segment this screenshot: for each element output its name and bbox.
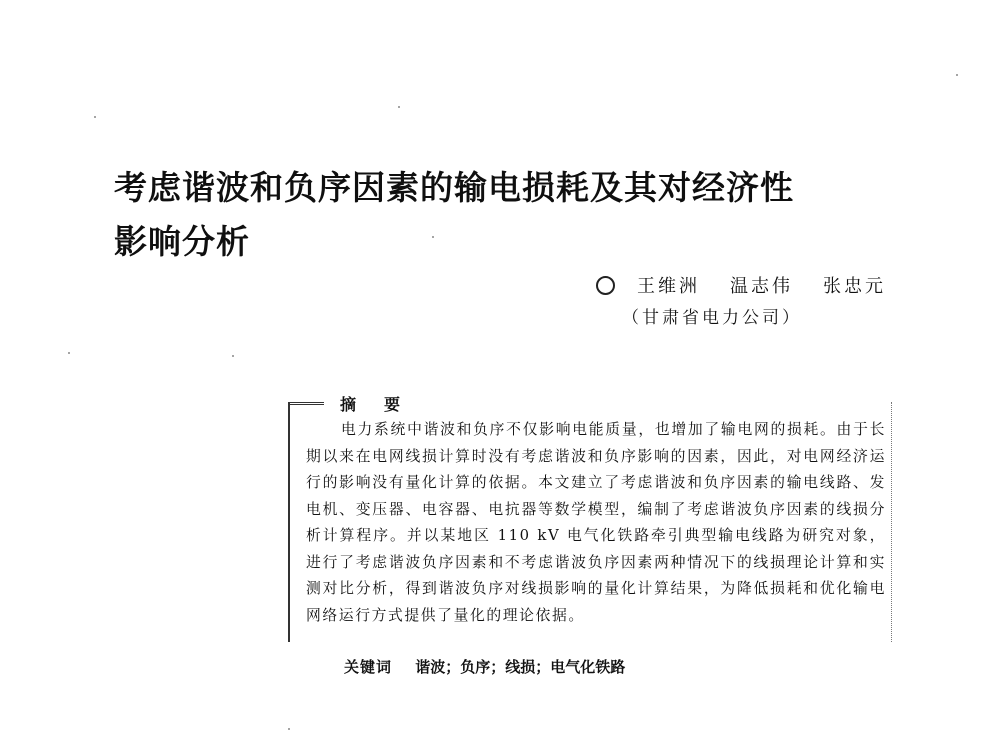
scan-speck bbox=[956, 74, 958, 76]
paper-title-line-2: 影响分析 bbox=[114, 222, 250, 262]
paper-title-line-1: 考虑谐波和负序因素的输电损耗及其对经济性 bbox=[114, 168, 794, 208]
abstract-box bbox=[288, 395, 892, 644]
abstract-box-right-rule bbox=[891, 402, 892, 642]
scan-speck bbox=[288, 728, 290, 730]
scan-speck bbox=[432, 236, 434, 238]
scan-speck bbox=[94, 116, 96, 118]
scan-speck bbox=[232, 355, 234, 357]
author-circle-icon bbox=[596, 276, 615, 295]
keywords-label: 关键词 bbox=[344, 658, 393, 676]
author-list bbox=[596, 272, 886, 298]
scan-speck bbox=[68, 352, 70, 354]
author-name: 王维洲 bbox=[637, 276, 700, 297]
author-name: 张忠元 bbox=[823, 276, 886, 297]
author-name: 温志伟 bbox=[730, 276, 793, 297]
keywords-value: 谐波；负序；线损；电气化铁路 bbox=[415, 658, 626, 676]
keywords-line bbox=[344, 656, 625, 677]
author-affiliation: （甘肃省电力公司） bbox=[622, 308, 802, 328]
abstract-box-top-rule bbox=[288, 402, 324, 405]
scan-speck bbox=[398, 106, 400, 108]
abstract-box-left-rule bbox=[288, 402, 290, 642]
abstract-heading: 摘 要 bbox=[340, 395, 407, 414]
abstract-text: 电力系统中谐波和负序不仅影响电能质量，也增加了输电网的损耗。由于长期以来在电网线损计算时没有考虑谐波和负序影响的因素，因此，对电网经济运行的影响没有量化计算的依据。本文建立了考虑谐波和负序因素的输电线路、发电机、变压器、电容器、电抗器等数学模型，编制了考虑谐波负序因素的线损分析计算程序。并以某地区 110 kV 电气化铁路牵引典型输电线路为研究对象，进行了考虑谐波负序因素和不考虑谐波负序因素两种情况下的线损理论计算和实测对比分析，得到谐波负序对线损影响的量化计算结果，为降低损耗和优化输电网络运行方式提供了量化的理论依据。 bbox=[306, 421, 886, 624]
